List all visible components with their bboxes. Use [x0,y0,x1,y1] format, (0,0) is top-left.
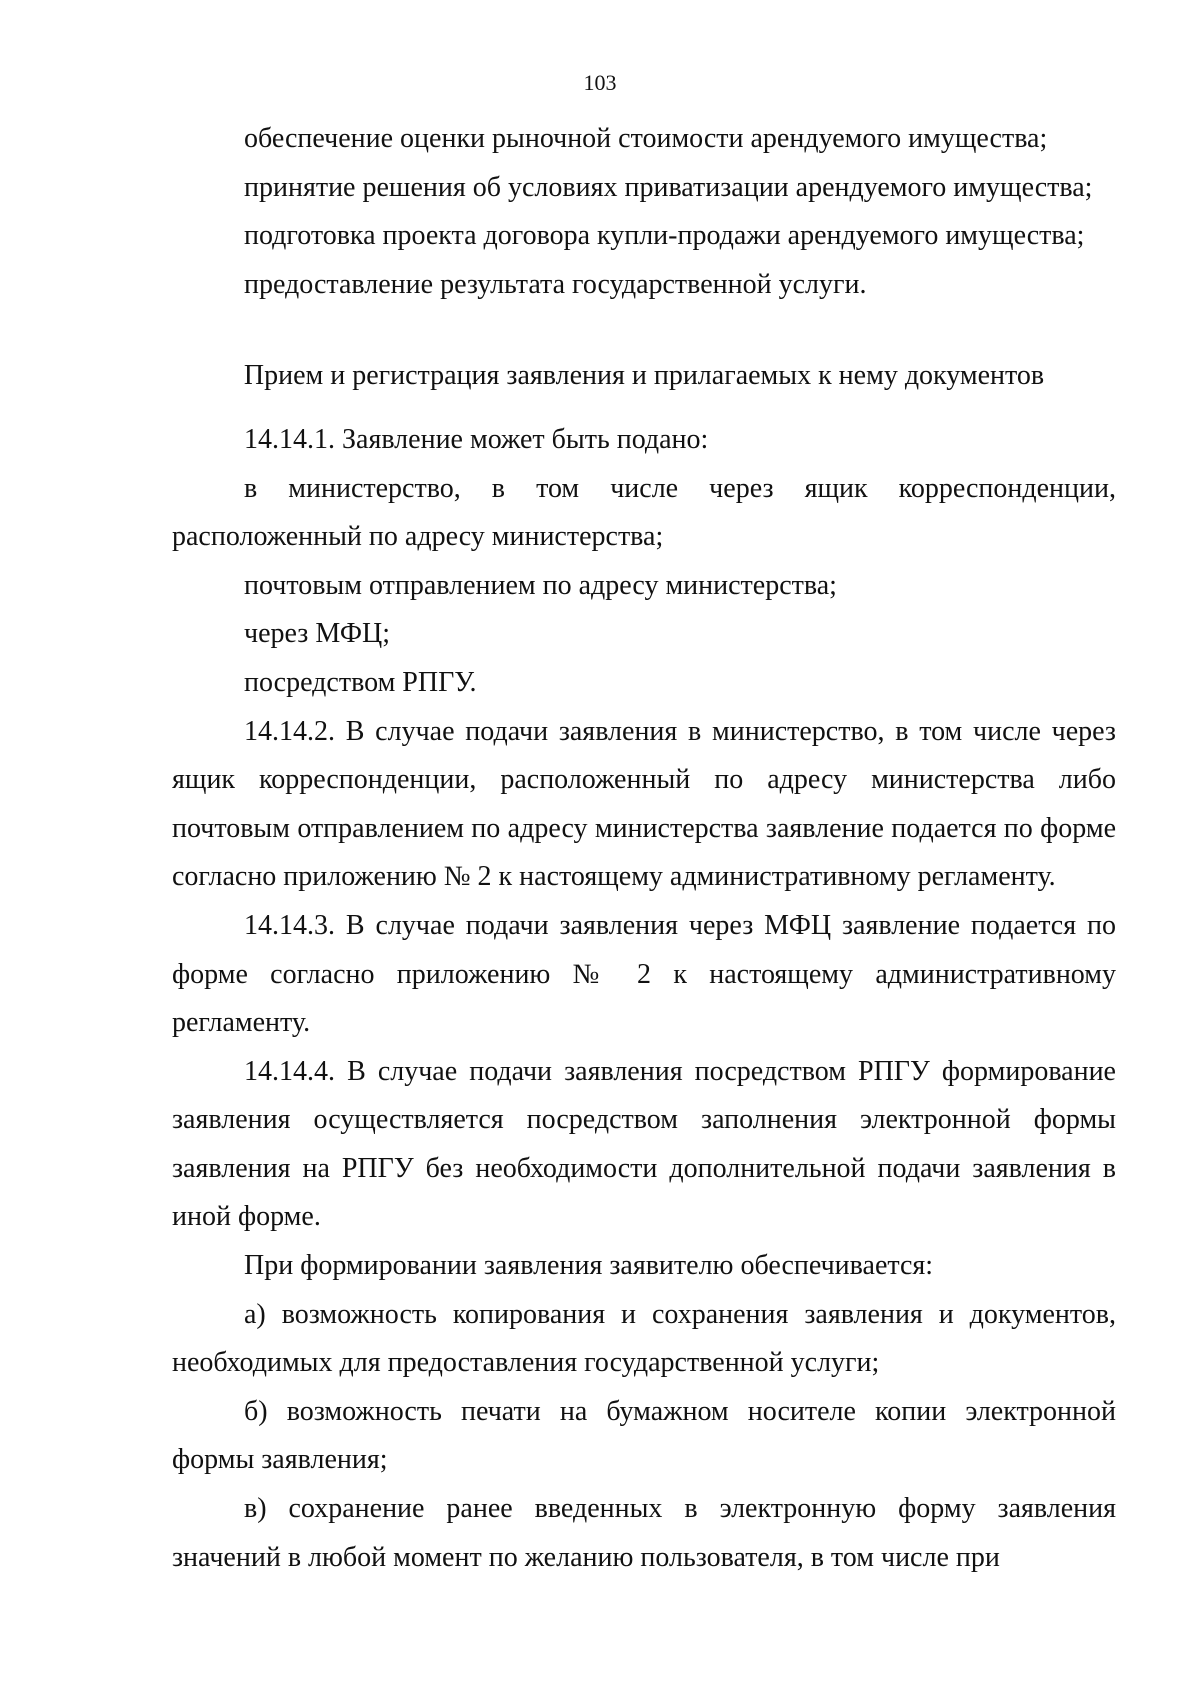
paragraph: 14.14.3. В случае подачи заявления через МФЦ заявление подается по форме согласно приложению № 2 к настоящему административному регламенту. [172,909,1116,1039]
paragraph: При формировании заявления заявителю обеспечивается: [244,1250,934,1282]
paragraph: б) возможность печати на бумажном носителе копии электронной формы заявления; [172,1395,1116,1476]
paragraph: через МФЦ; [244,618,390,650]
section-heading: Прием и регистрация заявления и прилагаемых к нему документов [243,360,1045,392]
paragraph: в) сохранение ранее введенных в электронную форму заявления значений в любой момент по желанию пользователя, в том числе при [172,1493,1116,1573]
paragraph: посредством РПГУ. [244,666,477,698]
document-body [172,115,1116,1582]
page-number: 103 [583,70,617,95]
paragraph: 14.14.1. Заявление может быть подано: [244,423,709,455]
paragraph: а) возможность копирования и сохранения заявления и документов, необходимых для предоставления государственной услуги; [172,1298,1116,1379]
intro-item: принятие решения об условиях приватизации арендуемого имущества; [244,171,1093,203]
paragraph: 14.14.4. В случае подачи заявления посредством РПГУ формирование заявления осуществляется посредством заполнения электронной формы заявления на РПГУ без необходимости дополнительной подачи заявления в иной форме. [172,1055,1116,1233]
paragraph: почтовым отправлением по адресу министерства; [244,569,837,601]
paragraph: в министерство, в том числе через ящик корреспонденции, расположенный по адресу министерства; [172,472,1116,553]
intro-item: подготовка проекта договора купли-продажи арендуемого имущества; [244,220,1085,252]
paragraph: 14.14.2. В случае подачи заявления в министерство, в том числе через ящик корреспонденции, расположенный по адресу министерства либо почтовым отправлением по адресу министерства заявление подается по форме согласно приложению № 2 к настоящему административному регламенту. [172,715,1116,893]
intro-item: предоставление результата государственной услуги. [244,268,867,300]
intro-item: обеспечение оценки рыночной стоимости арендуемого имущества; [244,123,1048,154]
